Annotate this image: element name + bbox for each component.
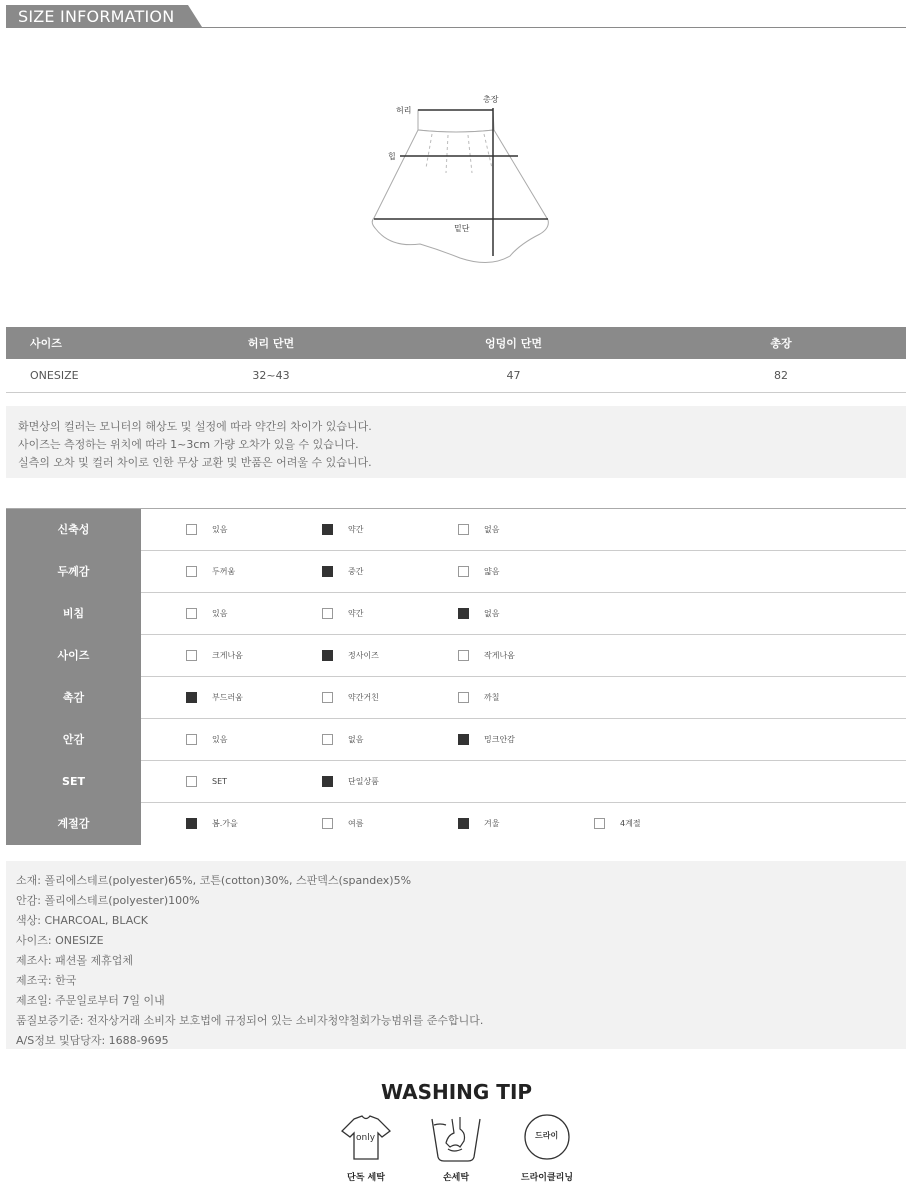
table-row — [6, 359, 906, 393]
attribute-label: 신축성 — [6, 509, 141, 551]
unchecked-box-icon — [322, 692, 333, 703]
checked-box-icon — [322, 650, 333, 661]
col-length: 총장 — [656, 327, 906, 359]
unchecked-box-icon — [186, 734, 197, 745]
attribute-row — [6, 635, 906, 677]
size-notice — [6, 406, 906, 478]
unchecked-box-icon — [594, 818, 605, 829]
option-label: 여름 — [348, 819, 364, 828]
unchecked-box-icon — [186, 650, 197, 661]
material-line: 제조국: 한국 — [16, 974, 77, 987]
waist-label: 허리 — [396, 106, 412, 115]
material-line: 품질보증기준: 전자상거래 소비자 보호법에 규정되어 있는 소비자청약철회가능범위를 준수합니다. — [16, 1014, 484, 1027]
attribute-label: 비침 — [6, 593, 141, 635]
checked-box-icon — [322, 566, 333, 577]
option-label: 약간거친 — [348, 693, 379, 702]
option-label: 봄.가을 — [212, 819, 238, 828]
wash-label-solo: 단독 세탁 — [347, 1173, 385, 1183]
option-label: 약간 — [348, 525, 364, 534]
col-size: 사이즈 — [6, 327, 171, 359]
wash-label-hand: 손세탁 — [442, 1173, 470, 1183]
size-table — [6, 327, 906, 393]
attribute-row — [6, 551, 906, 593]
unchecked-box-icon — [322, 608, 333, 619]
unchecked-box-icon — [322, 818, 333, 829]
attribute-label: SET — [6, 761, 141, 803]
notice-line: 사이즈는 측정하는 위치에 따라 1~3cm 가량 오차가 있을 수 있습니다. — [18, 438, 359, 451]
material-line: 안감: 폴리에스테르(polyester)100% — [16, 894, 200, 907]
hand-wash-icon — [426, 1113, 486, 1163]
notice-line: 실측의 오차 및 컬러 차이로 인한 무상 교환 및 반품은 어려울 수 있습니다. — [18, 456, 372, 469]
option-label: 단일상품 — [348, 777, 379, 786]
material-line: 제조사: 패션몰 제휴업체 — [16, 954, 133, 967]
unchecked-box-icon — [458, 524, 469, 535]
option-label: 얇음 — [484, 567, 500, 576]
notice-line: 화면상의 컬러는 모니터의 해상도 및 설정에 따라 약간의 차이가 있습니다. — [18, 420, 372, 433]
option-label: 중간 — [348, 567, 364, 576]
cell-hip: 47 — [371, 359, 656, 393]
material-line: A/S정보 및담당자: 1688-9695 — [16, 1034, 169, 1047]
checked-box-icon — [458, 818, 469, 829]
option-label: 없음 — [484, 525, 500, 534]
option-label: 작게나옴 — [484, 651, 515, 660]
unchecked-box-icon — [458, 650, 469, 661]
length-label: 총장 — [483, 95, 499, 104]
section-title: SIZE INFORMATION — [6, 5, 188, 27]
option-label: 있음 — [212, 609, 228, 618]
attribute-label: 계절감 — [6, 803, 141, 845]
option-label: 밍크안감 — [484, 735, 515, 744]
size-table-header — [6, 327, 906, 359]
hip-label: 힙 — [388, 152, 396, 161]
col-waist: 허리 단면 — [171, 327, 371, 359]
option-label: 약간 — [348, 609, 364, 618]
attribute-label: 두께감 — [6, 551, 141, 593]
material-line: 제조일: 주문일로부터 7일 이내 — [16, 994, 165, 1007]
option-label: SET — [212, 777, 228, 786]
checked-box-icon — [186, 818, 197, 829]
section-header — [6, 5, 906, 29]
unchecked-box-icon — [186, 524, 197, 535]
attribute-row — [6, 593, 906, 635]
attribute-row — [6, 803, 906, 844]
option-label: 있음 — [212, 735, 228, 744]
skirt-illustration — [360, 88, 560, 268]
unchecked-box-icon — [458, 566, 469, 577]
option-label: 두꺼움 — [212, 567, 236, 576]
washing-tip-title: WASHING TIP — [380, 1080, 533, 1104]
material-line: 소재: 폴리에스테르(polyester)65%, 코튼(cotton)30%, 스판덱스(spandex)5% — [16, 874, 412, 887]
checked-box-icon — [322, 524, 333, 535]
attribute-row — [6, 761, 906, 803]
option-label: 크게나옴 — [212, 651, 243, 660]
unchecked-box-icon — [186, 776, 197, 787]
attribute-row — [6, 719, 906, 761]
hem-label: 밑단 — [454, 224, 470, 233]
dry-clean-icon — [518, 1113, 578, 1163]
cell-size: ONESIZE — [6, 359, 171, 393]
material-line: 색상: CHARCOAL, BLACK — [16, 914, 148, 927]
attribute-label: 안감 — [6, 719, 141, 761]
product-attributes — [6, 508, 906, 844]
material-info — [6, 861, 906, 1049]
skirt-size-diagram — [360, 88, 560, 268]
option-label: 없음 — [348, 735, 364, 744]
cell-waist: 32~43 — [171, 359, 371, 393]
option-label: 부드러움 — [212, 693, 243, 702]
wash-label-dry: 드라이클리닝 — [520, 1173, 574, 1183]
header-divider — [6, 27, 906, 28]
option-label: 까칠 — [484, 693, 500, 702]
cell-length: 82 — [656, 359, 906, 393]
checked-box-icon — [186, 692, 197, 703]
attribute-row — [6, 677, 906, 719]
col-hip: 엉덩이 단면 — [371, 327, 656, 359]
dry-clean-text: 드라이 — [535, 1131, 559, 1140]
option-label: 4계절 — [620, 819, 641, 828]
unchecked-box-icon — [186, 608, 197, 619]
option-label: 정사이즈 — [348, 651, 379, 660]
checked-box-icon — [458, 608, 469, 619]
unchecked-box-icon — [186, 566, 197, 577]
tshirt-only-icon — [336, 1113, 396, 1163]
option-label: 있음 — [212, 525, 228, 534]
option-label: 없음 — [484, 609, 500, 618]
material-line: 사이즈: ONESIZE — [16, 934, 104, 947]
attribute-row — [6, 509, 906, 551]
checked-box-icon — [458, 734, 469, 745]
attribute-label: 촉감 — [6, 677, 141, 719]
unchecked-box-icon — [458, 692, 469, 703]
option-label: 겨울 — [484, 819, 500, 828]
checked-box-icon — [322, 776, 333, 787]
tshirt-only-text: only — [356, 1133, 376, 1143]
unchecked-box-icon — [322, 734, 333, 745]
attribute-label: 사이즈 — [6, 635, 141, 677]
